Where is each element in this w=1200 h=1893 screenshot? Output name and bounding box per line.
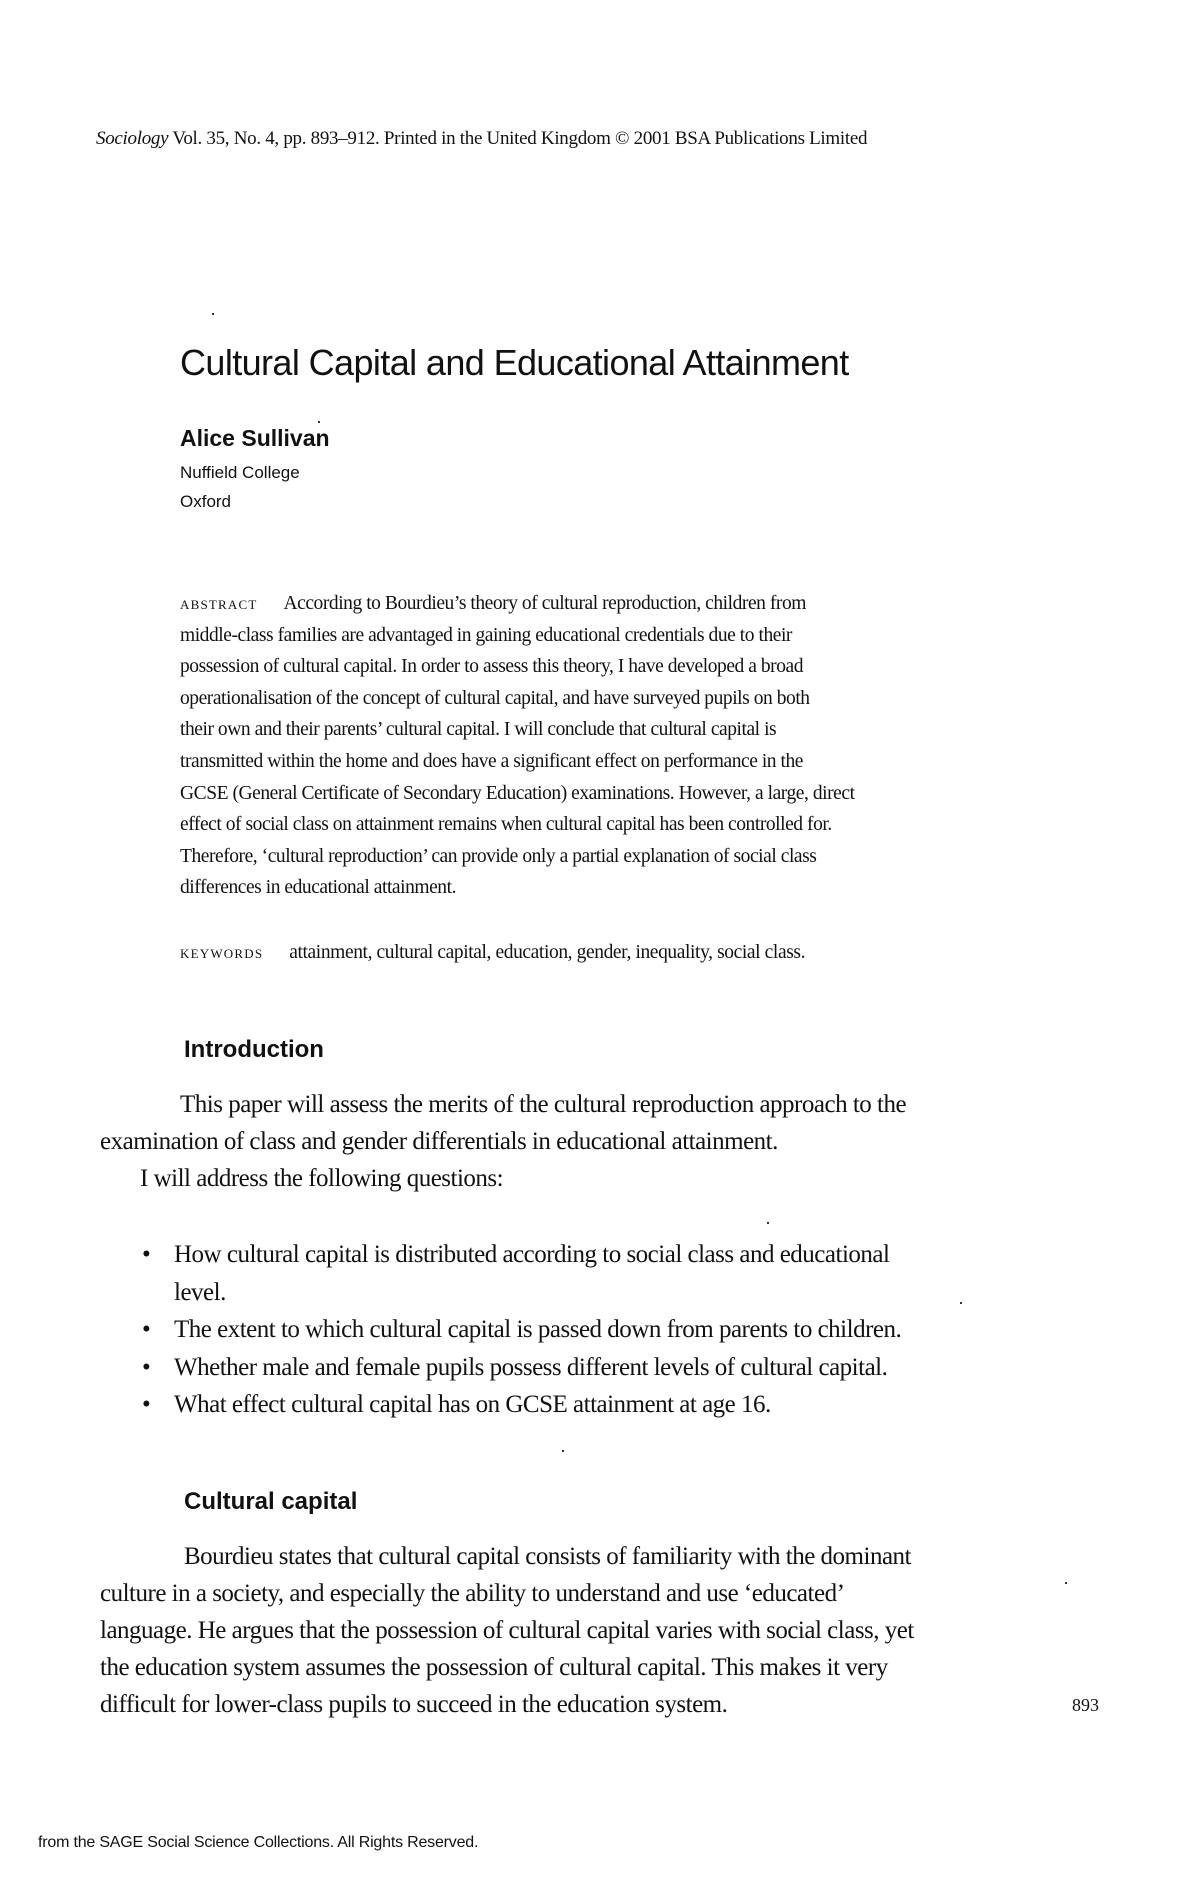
list-item-text: What effect cultural capital has on GCSE attainment at age 16. [174, 1391, 771, 1418]
paragraph-line: This paper will assess the merits of the cultural reproduction approach to the [180, 1091, 907, 1118]
abstract-line: GCSE (General Certificate of Secondary Education) examinations. However, a large, direct [180, 782, 855, 804]
list-item-continuation [140, 1274, 901, 1312]
article-title: Cultural Capital and Educational Attainment [180, 342, 849, 383]
keywords [180, 942, 805, 964]
affiliation-college: Nuffield College [180, 463, 300, 482]
cultural-capital-paragraph [100, 1538, 914, 1723]
paragraph-line: examination of class and gender differentials in educational attainment. [100, 1128, 778, 1155]
abstract-line-text: According to Bourdieu’s theory of cultural reproduction, children from [283, 593, 806, 614]
introduction-paragraph [100, 1086, 906, 1197]
scan-speck [1065, 1582, 1067, 1584]
list-item-text: The extent to which cultural capital is passed down from parents to children. [174, 1316, 902, 1343]
scan-speck [960, 1302, 962, 1304]
list-item-text: level. [174, 1278, 226, 1306]
scan-speck [318, 421, 320, 423]
section-heading-cultural-capital: Cultural capital [184, 1488, 358, 1515]
footer-copyright: from the SAGE Social Science Collections. All Rights Reserved. [38, 1834, 479, 1851]
abstract-line: operationalisation of the concept of cultural capital, and have surveyed pupils on both [180, 687, 810, 709]
paragraph-line: culture in a society, and especially the ability to understand and use ‘educated’ [100, 1580, 845, 1607]
list-item [140, 1386, 901, 1424]
page-number: 893 [1072, 1695, 1099, 1715]
running-head [96, 128, 867, 150]
abstract-line: differences in educational attainment. [180, 877, 456, 899]
bullet-glyph: • [142, 1241, 151, 1268]
list-item [140, 1311, 901, 1349]
bullet-glyph: • [142, 1353, 151, 1381]
scan-speck [562, 1450, 564, 1452]
list-item-text: How cultural capital is distributed according to social class and educational [174, 1241, 890, 1268]
paragraph-line: language. He argues that the possession of cultural capital varies with social class, yet [100, 1617, 914, 1644]
paragraph-line: I will address the following questions: [140, 1165, 504, 1192]
abstract-label: abstract [180, 593, 258, 614]
bullet-glyph: • [142, 1391, 151, 1418]
paragraph-line: the education system assumes the possession of cultural capital. This makes it very [100, 1654, 888, 1681]
list-item [140, 1349, 901, 1387]
question-list [140, 1236, 901, 1424]
abstract-line: Therefore, ‘cultural reproduction’ can provide only a partial explanation of social class [180, 845, 817, 867]
paragraph-line: difficult for lower-class pupils to succeed in the education system. [100, 1691, 728, 1718]
keywords-label: keywords [180, 942, 264, 963]
scan-speck [767, 1222, 769, 1224]
abstract-line: effect of social class on attainment remains when cultural capital has been controlled for. [180, 814, 832, 836]
list-item-text: Whether male and female pupils possess different levels of cultural capital. [174, 1353, 888, 1381]
citation-text: Vol. 35, No. 4, pp. 893–912. Printed in the United Kingdom © 2001 BSA Publications Limited [168, 128, 868, 149]
affiliation-city: Oxford [180, 492, 232, 511]
bullet-glyph: • [142, 1316, 151, 1343]
abstract [180, 588, 1040, 904]
author-name: Alice Sullivan [180, 425, 330, 451]
keywords-text: attainment, cultural capital, education, gender, inequality, social class. [289, 942, 806, 963]
scan-speck [212, 313, 214, 315]
abstract-line [180, 588, 1040, 620]
abstract-line: middle-class families are advantaged in gaining educational credentials due to their [180, 624, 792, 646]
abstract-line: possession of cultural capital. In order to assess this theory, I have developed a broad [180, 656, 804, 678]
abstract-line: their own and their parents’ cultural capital. I will conclude that cultural capital is [180, 719, 777, 741]
journal-name: Sociology [96, 128, 169, 149]
section-heading-introduction: Introduction [184, 1036, 324, 1063]
list-item [140, 1236, 901, 1274]
abstract-line: transmitted within the home and does have a significant effect on performance in the [180, 750, 803, 772]
paragraph-line: Bourdieu states that cultural capital consists of familiarity with the dominant [184, 1543, 911, 1570]
